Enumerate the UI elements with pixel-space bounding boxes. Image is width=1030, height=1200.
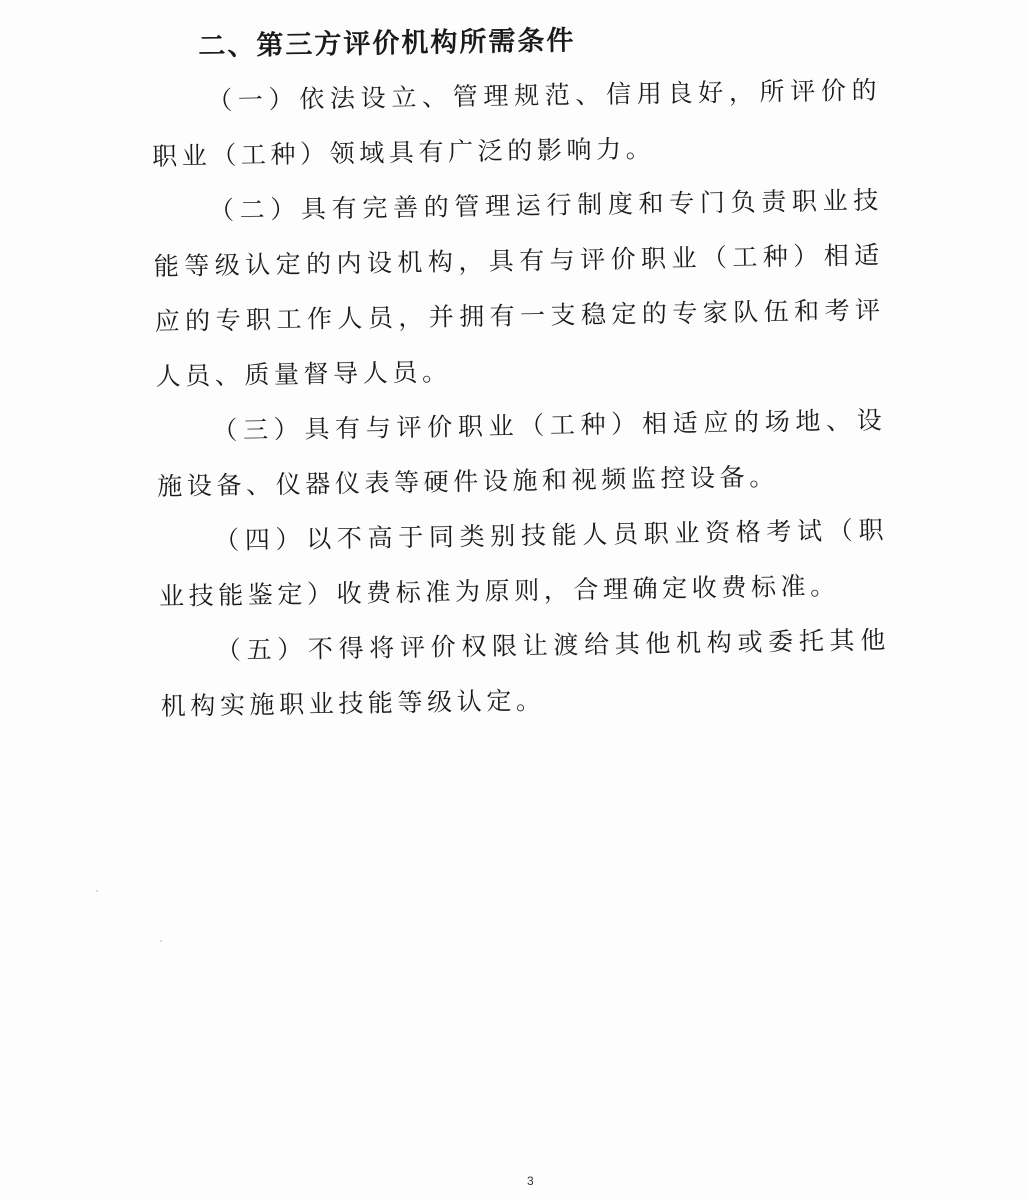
scan-speck (96, 890, 98, 892)
paragraph-3: （三）具有与评价职业（工种）相适应的场地、设施设备、仪器仪表等硬件设施和视频监控设备。 (157, 405, 887, 501)
paragraph-2: （二）具有完善的管理运行制度和专门负责职业技能等级认定的内设机构，具有与评价职业（工种）相适应的专职工作人员，并拥有一支稳定的专家队伍和考评人员、质量督导人员。 (153, 185, 885, 391)
scan-speck (160, 940, 162, 942)
section-heading: 二、第三方评价机构所需条件 (198, 25, 576, 63)
paragraph-1: （一）依法设立、管理规范、信用良好，所评价的职业（工种）领域具有广泛的影响力。 (151, 75, 882, 171)
paragraph-4: （四）以不高于同类别技能人员职业资格考试（职业技能鉴定）收费标准为原则，合理确定收费标准。 (158, 515, 889, 611)
paragraph-5: （五）不得将评价权限让渡给其他机构或委托其他机构实施职业技能等级认定。 (160, 625, 891, 721)
page-number: 3 (527, 1174, 534, 1188)
document-body (150, 11, 891, 734)
